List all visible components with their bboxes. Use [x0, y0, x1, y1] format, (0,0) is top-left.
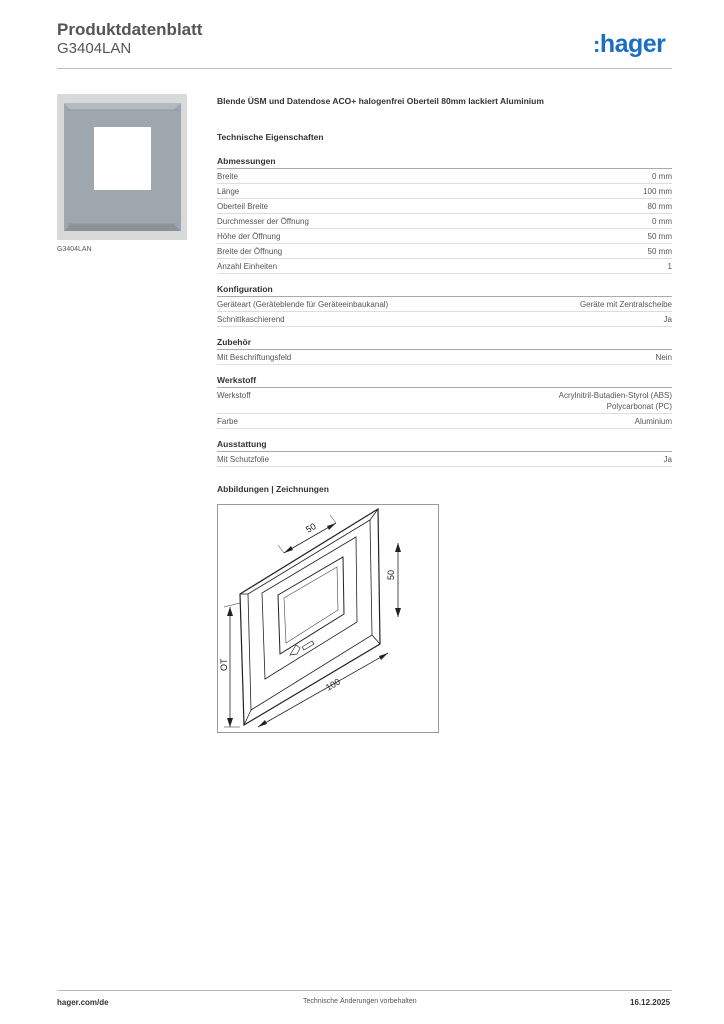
spec-value: Acrylnitril-Butadien-Styrol (ABS) Polycarbonat (PC) — [558, 391, 672, 411]
drawing-title: Abbildungen | Zeichnungen — [217, 484, 329, 494]
spec-value: 50 mm — [647, 247, 672, 256]
spec-value: Geräte mit Zentralscheibe — [579, 300, 672, 309]
product-description: Blende ÜSM und Datendose ACO+ halogenfrei Oberteil 80mm lackiert Aluminium — [217, 96, 544, 106]
spec-label: Farbe — [217, 417, 238, 426]
spec-row — [217, 229, 672, 244]
footer-date: 16.12.2025 — [630, 998, 671, 1007]
spec-label: Höhe der Öffnung — [217, 232, 281, 241]
page-title: Produktdatenblatt — [57, 20, 203, 39]
spec-row — [217, 350, 672, 365]
spec-row — [217, 244, 672, 259]
spec-label: Breite der Öffnung — [217, 247, 283, 256]
spec-label: Geräteart (Geräteblende für Geräteeinbaukanal) — [217, 300, 389, 309]
section-title: Ausstattung — [217, 439, 672, 452]
spec-label: Mit Schutzfolie — [217, 455, 270, 464]
spec-label: Länge — [217, 187, 240, 196]
spec-value: 0 mm — [652, 172, 672, 181]
spec-row — [217, 184, 672, 199]
spec-row — [217, 214, 672, 229]
spec-section — [217, 156, 672, 274]
spec-label: Schnittkaschierend — [217, 315, 285, 324]
section-title: Werkstoff — [217, 375, 672, 388]
spec-value: 80 mm — [647, 202, 672, 211]
spec-value: Ja — [663, 315, 672, 324]
spec-value: 100 mm — [643, 187, 672, 196]
dimension-drawing — [218, 505, 438, 732]
dim-top-label: 50 — [304, 521, 318, 535]
spec-row — [217, 414, 672, 429]
spec-value: 1 — [667, 262, 672, 271]
spec-value: Ja — [663, 455, 672, 464]
footer-note: Technische Änderungen vorbehalten — [303, 998, 417, 1005]
section-title: Konfiguration — [217, 284, 672, 297]
spec-section — [217, 439, 672, 467]
footer-divider — [57, 990, 672, 991]
spec-value: Nein — [655, 353, 672, 362]
technical-heading: Technische Eigenschaften — [217, 132, 324, 142]
dim-right-label: 50 — [386, 569, 396, 580]
product-details — [217, 96, 672, 477]
spec-row — [217, 297, 672, 312]
dim-left-label: OT — [219, 658, 229, 671]
spec-label: Breite — [217, 172, 238, 181]
footer-website-link[interactable]: hager.com/de — [57, 998, 109, 1007]
hager-logo: :hager — [593, 30, 666, 58]
spec-value: Aluminium — [634, 417, 672, 426]
spec-section — [217, 284, 672, 327]
dim-bottom-label: 100 — [324, 676, 343, 693]
spec-sections — [217, 156, 672, 467]
section-title: Abmessungen — [217, 156, 672, 169]
spec-value: 0 mm — [652, 217, 672, 226]
logo-text: hager — [599, 30, 666, 58]
spec-row — [217, 169, 672, 184]
spec-label: Werkstoff — [217, 391, 251, 400]
spec-row — [217, 312, 672, 327]
spec-value: 50 mm — [647, 232, 672, 241]
spec-label: Mit Beschriftungsfeld — [217, 353, 292, 362]
spec-row — [217, 199, 672, 214]
section-title: Zubehör — [217, 337, 672, 350]
spec-row — [217, 259, 672, 274]
header-divider — [57, 68, 672, 69]
article-number: G3404LAN — [57, 40, 132, 57]
spec-row — [217, 452, 672, 467]
spec-row — [217, 388, 672, 414]
spec-section — [217, 337, 672, 365]
drawing-box — [217, 504, 439, 733]
spec-label: Oberteil Breite — [217, 202, 269, 211]
image-caption: G3404LAN — [57, 246, 92, 253]
spec-label: Durchmesser der Öffnung — [217, 217, 309, 226]
spec-label: Anzahl Einheiten — [217, 262, 278, 271]
product-image — [57, 94, 187, 240]
spec-section — [217, 375, 672, 429]
